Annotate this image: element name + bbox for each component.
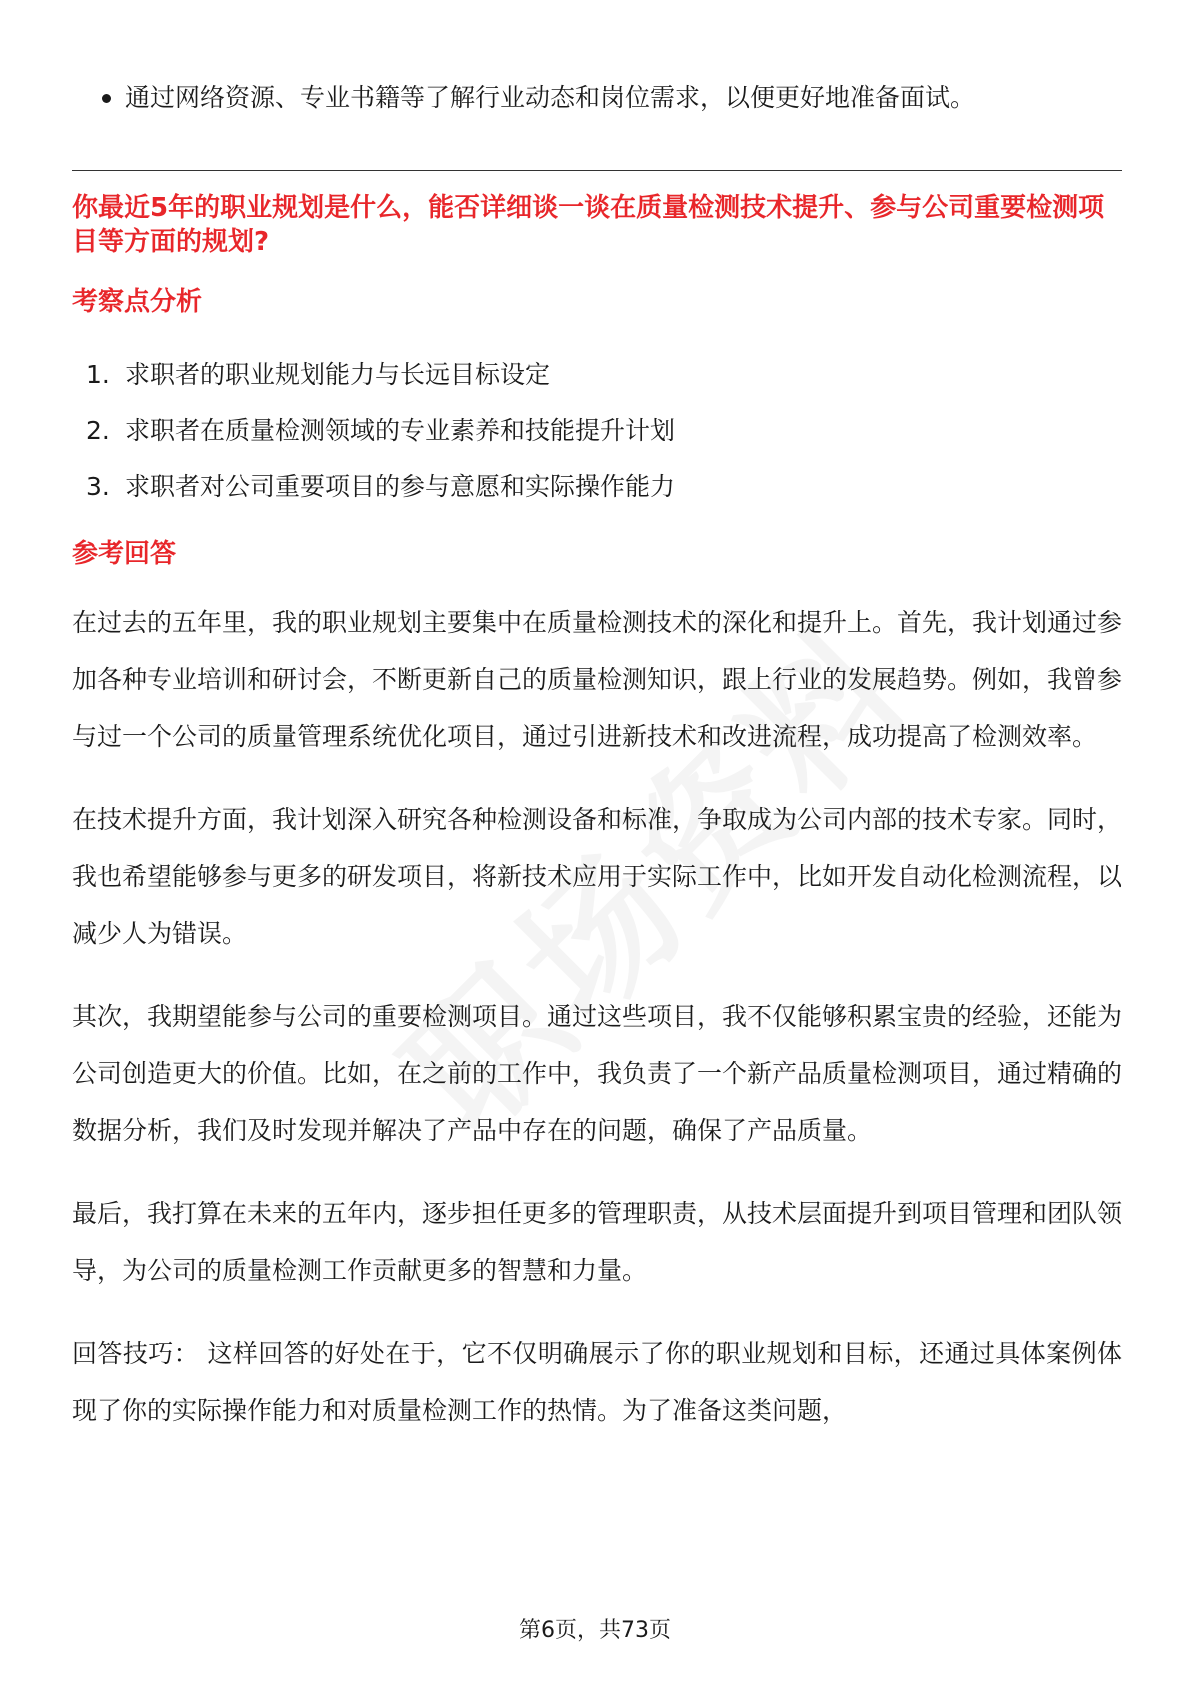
answer-paragraph: 在过去的五年里，我的职业规划主要集中在质量检测技术的深化和提升上。首先，我计划通过参加各种专业培训和研讨会，不断更新自己的质量检测知识，跟上行业的发展趋势。例如，我曾参与过一个公司的质量管理系统优化项目，通过引进新技术和改进流程，成功提高了检测效率。 (72, 608, 1123, 751)
answer-paragraph: 最后，我打算在未来的五年内，逐步担任更多的管理职责，从技术层面提升到项目管理和团队领导，为公司的质量检测工作贡献更多的智慧和力量。 (72, 1199, 1123, 1285)
question-title: 你最近5年的职业规划是什么，能否详细谈一谈在质量检测技术提升、参与公司重要检测项目等方面的规划? (72, 193, 1105, 257)
page-content (72, 72, 1122, 1439)
list-item-text: 求职者在质量检测领域的专业素养和技能提升计划 (125, 416, 676, 445)
list-item (72, 403, 1122, 459)
answer-heading: 参考回答 (72, 539, 177, 569)
analysis-heading: 考察点分析 (72, 287, 203, 317)
list-number: 1. (86, 360, 110, 389)
list-item-text: 求职者对公司重要项目的参与意愿和实际操作能力 (125, 472, 676, 501)
bullet-dot-icon (102, 94, 111, 103)
list-item (72, 347, 1122, 403)
section-divider (72, 170, 1122, 171)
intro-bullet-list (72, 72, 1122, 124)
list-item (72, 72, 1122, 124)
list-item (72, 459, 1122, 515)
page-number-footer: 第6页，共73页 (519, 1618, 671, 1643)
answer-paragraph: 在技术提升方面，我计划深入研究各种检测设备和标准，争取成为公司内部的技术专家。同时，我也希望能够参与更多的研发项目，将新技术应用于实际工作中，比如开发自动化检测流程，以减少人为错误。 (72, 805, 1123, 948)
answer-paragraph: 其次，我期望能参与公司的重要检测项目。通过这些项目，我不仅能够积累宝贵的经验，还能为公司创造更大的价值。比如，在之前的工作中，我负责了一个新产品质量检测项目，通过精确的数据分析，我们及时发现并解决了产品中存在的问题，确保了产品质量。 (72, 1002, 1123, 1145)
list-number: 3. (86, 472, 110, 501)
answer-tips-paragraph: 回答技巧： 这样回答的好处在于，它不仅明确展示了你的职业规划和目标，还通过具体案例体现了你的实际操作能力和对质量检测工作的热情。为了准备这类问题， (72, 1339, 1122, 1425)
list-item-text: 求职者的职业规划能力与长远目标设定 (125, 360, 551, 389)
list-item-text: 通过网络资源、专业书籍等了解行业动态和岗位需求，以便更好地准备面试。 (125, 83, 976, 112)
list-number: 2. (86, 416, 110, 445)
analysis-list (72, 347, 1122, 515)
